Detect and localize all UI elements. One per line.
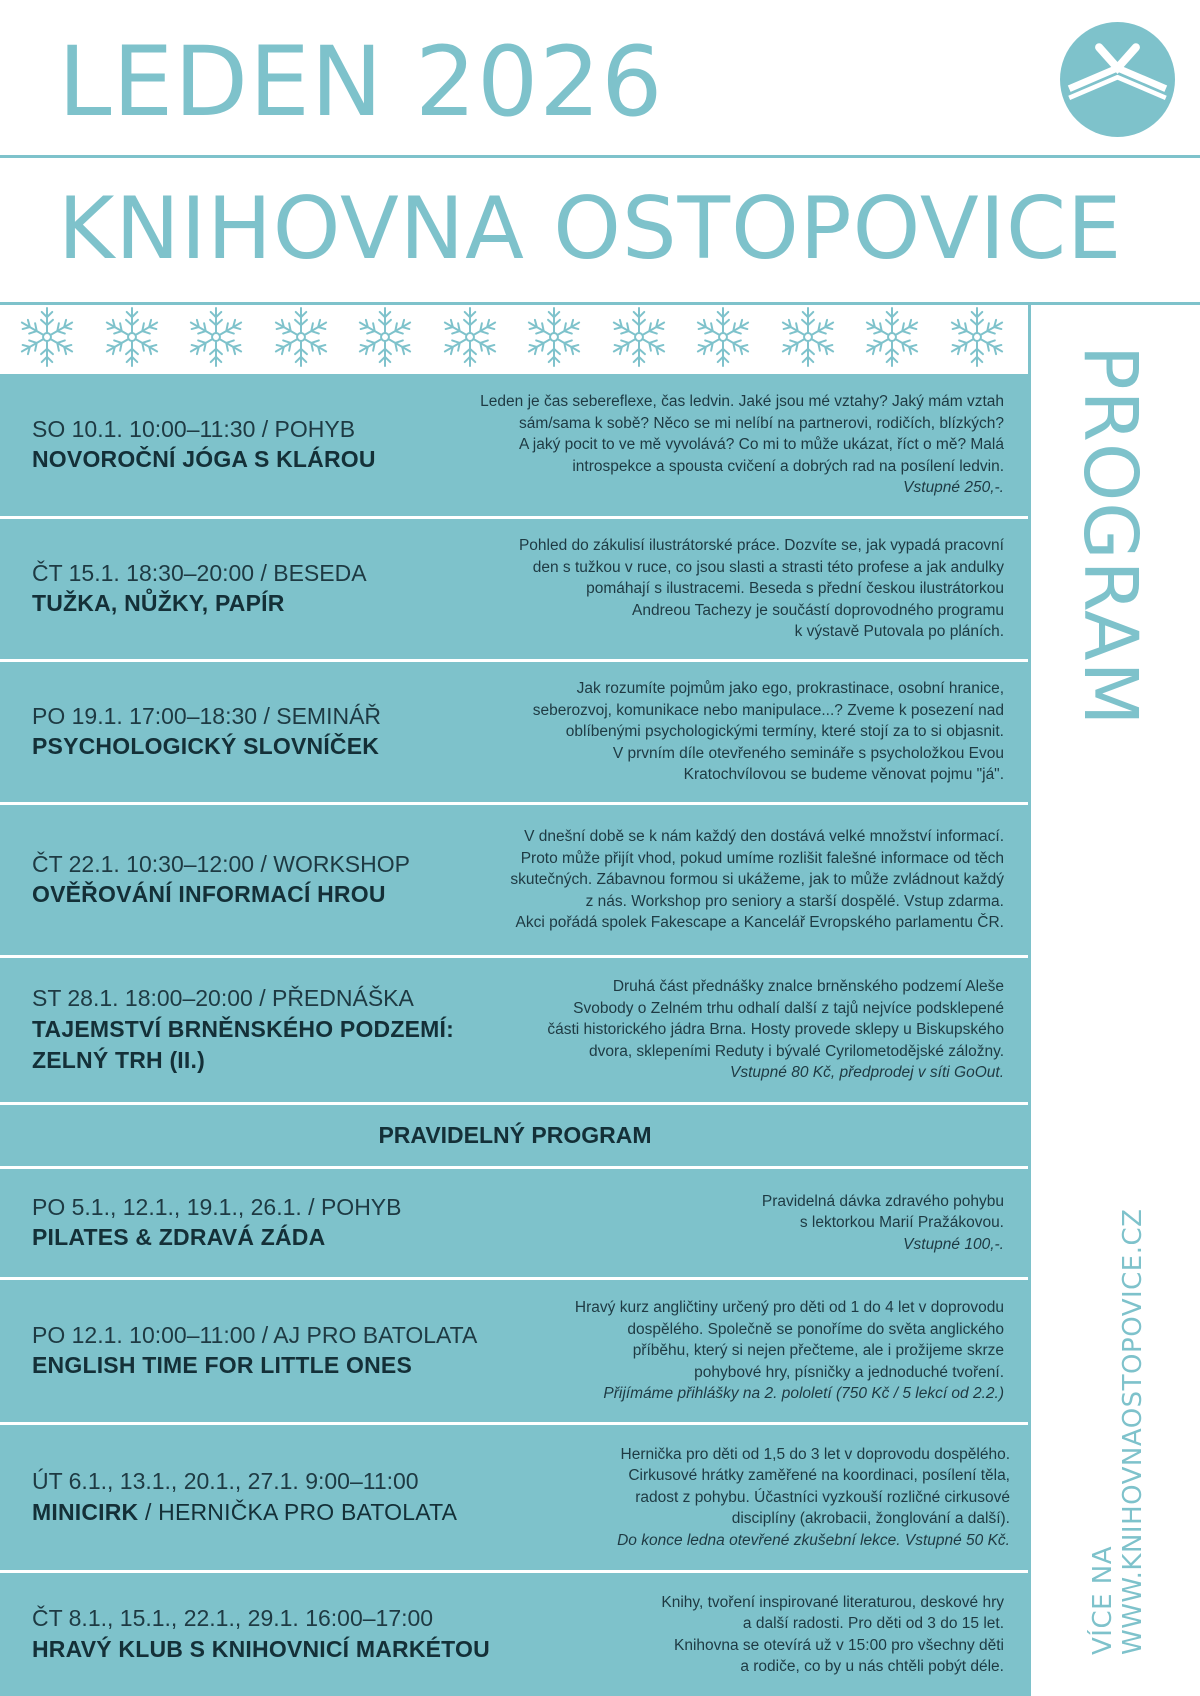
snowflake-icon — [183, 304, 249, 370]
desc-line: Cirkusové hrátky zaměřené na koordinaci, posílení těla, — [628, 1467, 1010, 1485]
event-note: Do konce ledna otevřené zkušební lekce. Vstupné 50 Kč. — [617, 1531, 1010, 1549]
snowflake-icon — [14, 304, 80, 370]
desc-line: Kratochvílovou se budeme věnovat pojmu "já". — [683, 766, 1004, 784]
desc-line: radost z pohybu. Účastníci vyzkouší rozličné cirkusové — [635, 1488, 1010, 1506]
event-block-2 — [0, 519, 1030, 659]
event-description — [404, 1280, 1004, 1422]
desc-line: příběhu, který si nejen přečteme, ale i prožijeme skrze — [632, 1342, 1004, 1360]
snowflake-icon — [606, 304, 672, 370]
library-logo-icon — [1060, 22, 1175, 137]
desc-line: dospělého. Společně se ponoříme do světa anglického — [627, 1320, 1004, 1338]
desc-line: Akci pořádá spolek Fakescape a Kancelář Evropského parlamentu ČR. — [515, 914, 1004, 932]
desc-line: Pravidelná dávka zdravého pohybu — [761, 1192, 1004, 1210]
event-title: TUŽKA, NŮŽKY, PAPÍR — [32, 590, 285, 617]
event-block-4 — [0, 805, 1030, 955]
desc-line: disciplíny (akrobacii, žonglování a další). — [731, 1510, 1010, 1528]
event-when: PO 12.1. 10:00–11:00 / AJ PRO BATOLATA — [32, 1321, 478, 1348]
desc-line: V prvním díle otevřeného semináře s psycholožkou Evou — [612, 744, 1004, 762]
event-description — [404, 805, 1004, 955]
desc-line: Knihovna se otevírá už v 15:00 pro všechny děti — [673, 1636, 1004, 1654]
event-title: OVĚŘOVÁNÍ INFORMACÍ HROU — [32, 881, 386, 908]
event-description — [404, 374, 1004, 516]
desc-line: Svobody o Zelném trhu odhalí další z tajů nejvíce podsklepené — [573, 999, 1004, 1017]
event-title: HRAVÝ KLUB S KNIHOVNICÍ MARKÉTOU — [32, 1635, 490, 1662]
event-when: PO 19.1. 17:00–18:30 / SEMINÁŘ — [32, 702, 382, 729]
regular-program-header — [0, 1105, 1030, 1166]
event-block-3 — [0, 662, 1030, 802]
event-block-1 — [0, 374, 1030, 516]
event-title-bold: MINICIRK — [32, 1498, 139, 1525]
desc-line: Proto může přijít vhod, pokud umíme rozlišit falešné informace od těch — [520, 849, 1004, 867]
header-rule-top — [0, 155, 1200, 158]
event-note: Přijímáme přihlášky na 2. pololetí (750 Kč / 5 lekcí od 2.2.) — [603, 1385, 1004, 1403]
desc-line: a rodiče, co by u nás chtěli pobýt déle. — [740, 1658, 1004, 1675]
event-description — [404, 958, 1004, 1102]
event-description — [404, 662, 1004, 802]
desc-line: sám/sama k sobě? Něco se mi nelíbí na partnerovi, rodičích, blízkých? — [518, 414, 1004, 432]
desc-line: V dnešní době se k nám každý den dostává velké množství informací. — [524, 828, 1004, 846]
snowflake-icon — [268, 304, 334, 370]
side-web-line-2: WWW.KNIHOVNAOSTOPOVICE.CZ — [1117, 1208, 1148, 1655]
desc-line: s lektorkou Marií Pražákovou. — [799, 1214, 1004, 1232]
event-description — [410, 1425, 1010, 1570]
desc-line: Knihy, tvoření inspirované literaturou, deskové hry — [661, 1593, 1004, 1611]
event-note: Vstupné 100,-. — [903, 1235, 1004, 1253]
desc-line: části historického jádra Brna. Hosty provede sklepy u Biskupského — [547, 1021, 1004, 1039]
event-when: PO 5.1., 12.1., 19.1., 26.1. / POHYB — [32, 1193, 402, 1220]
event-block-5 — [0, 958, 1030, 1102]
event-when: ČT 8.1., 15.1., 22.1., 29.1. 16:00–17:00 — [32, 1605, 434, 1632]
event-when: ČT 22.1. 10:30–12:00 / WORKSHOP — [32, 850, 410, 877]
desc-line: Druhá část přednášky znalce brněnského podzemí Aleše — [612, 978, 1004, 996]
event-title: NOVOROČNÍ JÓGA S KLÁROU — [32, 446, 376, 473]
regular-block-3 — [0, 1425, 1030, 1570]
event-title: TAJEMSTVÍ BRNĚNSKÉHO PODZEMÍ: — [32, 1015, 454, 1042]
event-when: ST 28.1. 18:00–20:00 / PŘEDNÁŠKA — [32, 985, 414, 1011]
side-website-label — [1089, 1145, 1149, 1655]
event-when: ÚT 6.1., 13.1., 20.1., 27.1. 9:00–11:00 — [32, 1468, 419, 1495]
snowflake-icon — [99, 304, 165, 370]
snowflake-icon — [775, 304, 841, 370]
desc-line: dvora, sklepeními Reduty i bývalé Cyrilometodějské záložny. — [589, 1042, 1004, 1060]
snowflake-icon — [859, 304, 925, 370]
regular-block-4 — [0, 1573, 1030, 1696]
snowflake-icon — [352, 304, 418, 370]
regular-program-title: PRAVIDELNÝ PROGRAM — [378, 1122, 652, 1148]
desc-line: oblíbenými psychologickými termíny, které stojí za to si objasnit. — [565, 723, 1004, 741]
desc-line: Hernička pro děti od 1,5 do 3 let v doprovodu dospělého. — [620, 1445, 1010, 1463]
desc-line: z nás. Workshop pro seniory a starší dospělé. Vstup zdarma. — [585, 892, 1004, 910]
event-description — [404, 1169, 1004, 1277]
desc-line: k výstavě Putovala po pláních. — [794, 623, 1004, 641]
month-title: LEDEN 2026 — [58, 26, 664, 138]
desc-line: Pohled do zákulisí ilustrátorské práce. Dozvíte se, jak vypadá pracovní — [518, 537, 1004, 555]
snowflake-icon — [944, 304, 1010, 370]
snowflake-icon — [437, 304, 503, 370]
desc-line: Hravý kurz angličtiny určený pro děti od 1 do 4 let v doprovodu — [574, 1299, 1004, 1317]
regular-block-1 — [0, 1169, 1030, 1277]
desc-line: Jak rozumíte pojmům jako ego, prokrastinace, osobní hranice, — [576, 680, 1004, 698]
desc-line: pomáhají s ilustracemi. Beseda s přední českou ilustrátorkou — [586, 580, 1004, 598]
event-note: Vstupné 250,-. — [903, 479, 1004, 497]
event-when: ČT 15.1. 18:30–20:00 / BESEDA — [32, 559, 367, 586]
desc-line: Leden je čas sebereflexe, čas ledvin. Jaké jsou mé vztahy? Jaký mám vztah — [480, 393, 1004, 411]
desc-line: Andreou Tachezy je součástí doprovodného programu — [632, 601, 1004, 619]
snowflake-icon — [521, 304, 587, 370]
desc-line: den s tužkou v ruce, co jsou slasti a strasti této profese a jak andulky — [532, 558, 1004, 576]
library-title: KNIHOVNA OSTOPOVICE — [58, 179, 1123, 279]
desc-line: A jaký pocit to ve mě vyvolává? Co mi to může ukázat, říct o mě? Malá — [518, 436, 1004, 454]
event-title: PSYCHOLOGICKÝ SLOVNÍČEK — [32, 733, 380, 760]
regular-block-2 — [0, 1280, 1030, 1422]
snowflake-icon — [690, 304, 756, 370]
desc-line: introspekce a spousta cvičení a dobrých rad na posílení ledvin. — [572, 457, 1004, 475]
event-when: SO 10.1. 10:00–11:30 / POHYB — [32, 415, 356, 442]
event-description — [404, 1573, 1004, 1696]
side-program-label: PROGRAM — [1067, 345, 1153, 727]
desc-line: a další radosti. Pro děti od 3 do 15 let. — [742, 1615, 1004, 1632]
desc-line: pohybové hry, písničky a jednoduché tvoření. — [694, 1363, 1004, 1381]
desc-line: skutečných. Zábavnou formou si ukážeme, jak to může zvládnout každý — [510, 871, 1004, 889]
desc-line: seberozvoj, komunikace nebo manipulace...? Zveme k posezení nad — [532, 701, 1004, 719]
side-web-line-1: VÍCE NA — [1088, 1545, 1118, 1655]
event-title-line-2: ZELNÝ TRH (II.) — [32, 1046, 205, 1073]
event-description — [404, 519, 1004, 659]
event-note: Vstupné 80 Kč, předprodej v síti GoOut. — [730, 1064, 1004, 1082]
event-title: PILATES & ZDRAVÁ ZÁDA — [32, 1224, 326, 1251]
event-title: ENGLISH TIME FOR LITTLE ONES — [32, 1352, 412, 1379]
event-title-suffix: / HERNIČKA PRO BATOLATA — [138, 1498, 458, 1525]
snowflake-border — [0, 302, 1028, 372]
